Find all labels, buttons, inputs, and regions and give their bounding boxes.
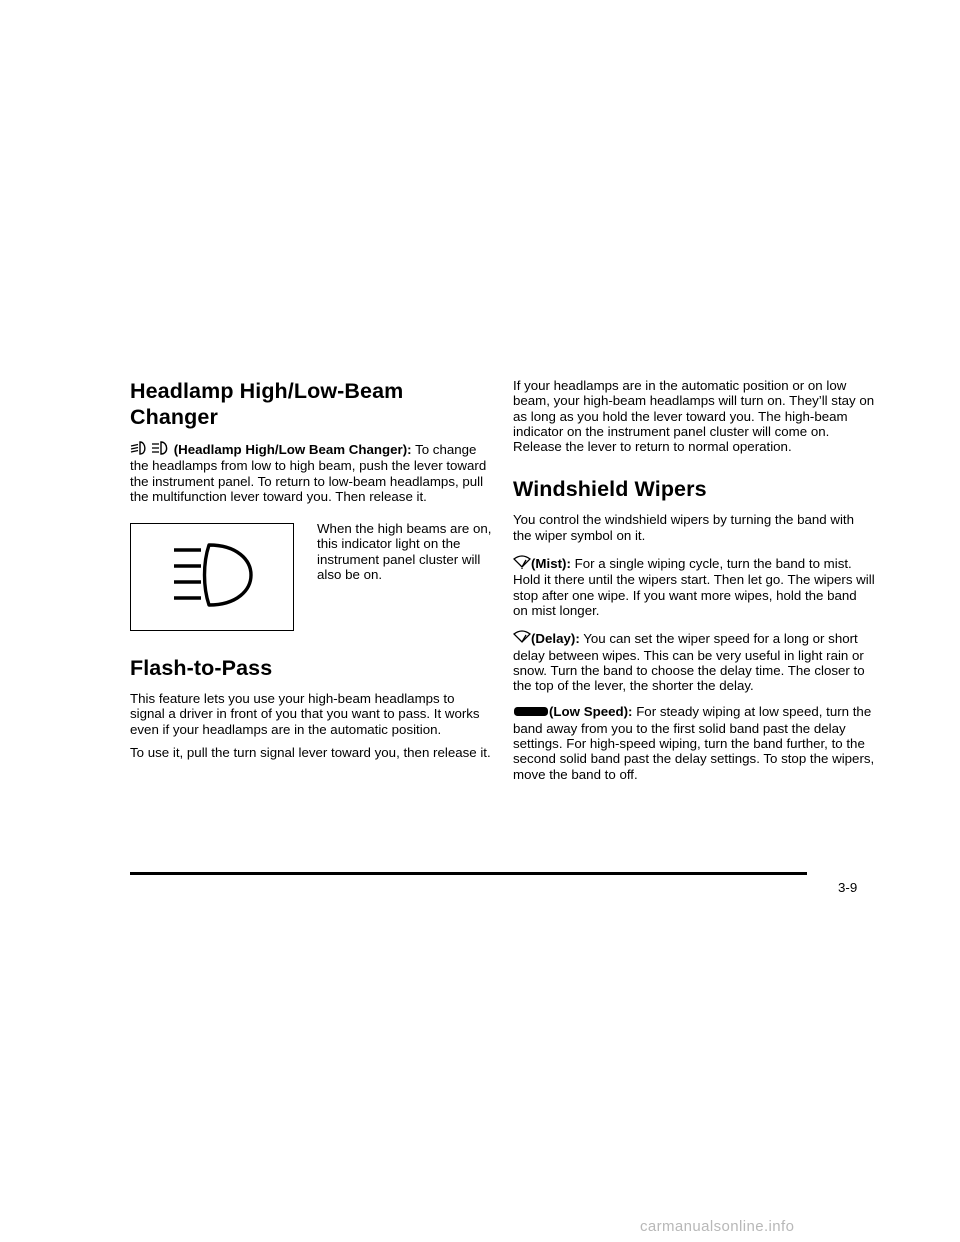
flash-heading: Flash-to-Pass [130, 656, 273, 681]
footer-rule [130, 872, 807, 875]
delay-label: (Delay): [531, 631, 580, 647]
right-column [513, 378, 875, 782]
delay-paragraph [513, 629, 875, 693]
headlamp-paragraph [130, 441, 492, 504]
headlamp-heading: Headlamp High/Low-Beam Changer [130, 379, 404, 429]
page-number: 3-9 [838, 880, 858, 895]
high-beam-paragraph: If your headlamps are in the automatic position or on low beam, your high-beam headlamps will turn on. They’ll stay on as long as you hold the lever toward you. The high-beam indicator on the instrument panel cluster will come on. Release the lever to return to normal operation. [513, 378, 875, 455]
mist-paragraph [513, 554, 875, 618]
mist-body: For a single wiping cycle, turn the band to mist. Hold it there until the wipers start. Then let go. The wipers will stop after one wipe. If you want more wipes, hold the band on mist longer. [513, 556, 875, 618]
watermark: carmanualsonline.info [640, 1218, 795, 1235]
headlamp-body: To change the headlamps from low to high beam, push the lever toward the instrument panel. To return to low-beam headlamps, pull the multifunction lever toward you. Then release it. [130, 442, 487, 504]
low-speed-label: (Low Speed): [549, 704, 633, 720]
flash-paragraph-2: To use it, pull the turn signal lever toward you, then release it. [130, 745, 491, 761]
mist-label: (Mist): [531, 556, 571, 572]
left-column [130, 378, 492, 760]
low-beam-icon [130, 441, 148, 458]
delay-icon [513, 629, 531, 647]
high-beam-indicator-figure [130, 523, 294, 631]
high-beam-icon [148, 441, 170, 458]
delay-body: You can set the wiper speed for a long or short delay between wipes. This can be very useful in light rain or snow. Turn the band to choose the delay time. The closer to the top of the lever, the shorter the delay. [513, 631, 865, 694]
mist-icon [513, 554, 531, 572]
wipers-heading: Windshield Wipers [513, 477, 707, 502]
wipers-intro: You control the windshield wipers by turning the band with the wiper symbol on it. [513, 512, 855, 543]
low-speed-paragraph [513, 704, 875, 781]
low-speed-body: For steady wiping at low speed, turn the band away from you to the first solid band past the delay settings. For high-speed wiping, turn the band further, to the second solid band past the delay settings. To stop the wipers, move the band to off. [513, 704, 875, 782]
indicator-text: When the high beams are on, this indicator light on the instrument panel cluster will also be on. [317, 521, 492, 583]
flash-paragraph-1: This feature lets you use your high-beam headlamps to signal a driver in front of you that you want to pass. It works even if your headlamps are in the automatic position. [130, 691, 480, 737]
low-speed-icon [513, 705, 549, 720]
headlamp-label: (Headlamp High/Low Beam Changer): [173, 442, 412, 457]
indicator-row [130, 521, 492, 633]
